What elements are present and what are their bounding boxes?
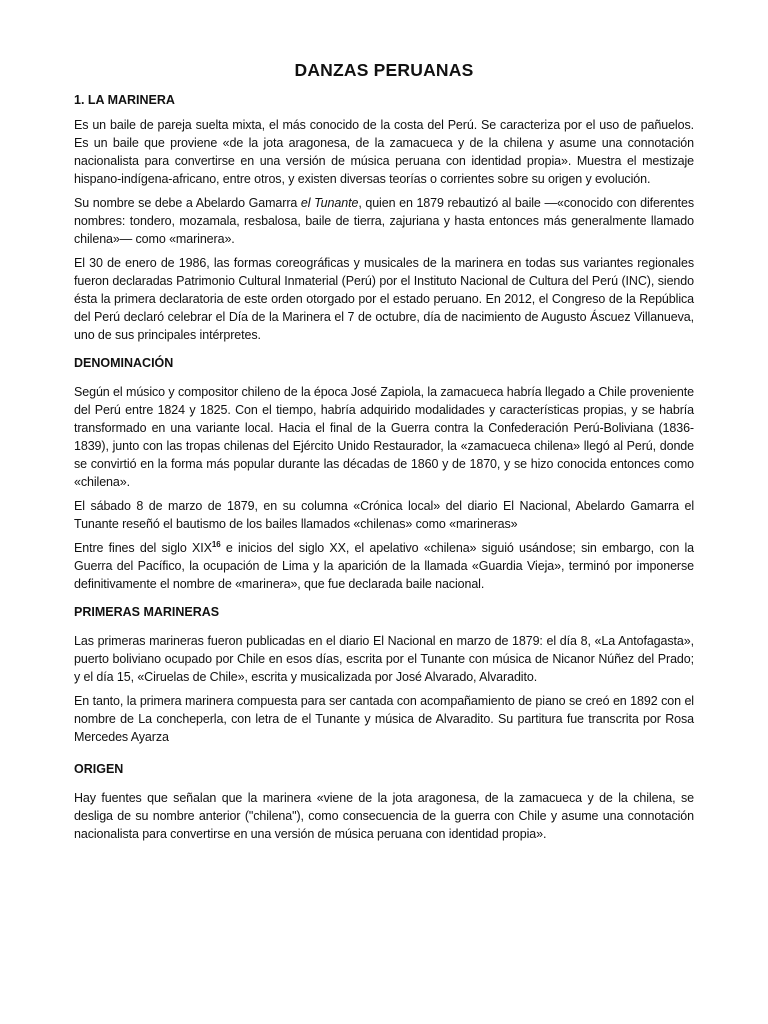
paragraph: El sábado 8 de marzo de 1879, en su columna «Crónica local» del diario El Nacional, Abelardo Gamarra el Tunante reseñó el bautismo de los bailes llamados «chilenas» como «marineras»	[74, 499, 694, 531]
paragraph	[74, 194, 694, 248]
footnote-marker: 16	[211, 539, 221, 549]
paragraph: En tanto, la primera marinera compuesta para ser cantada con acompañamiento de piano se creó en 1892 con el nombre de La concheperla, con letra de el Tunante y música de Alvaradito. Su partitura fue transcrita por Rosa Mercedes Ayarza	[74, 694, 694, 744]
paragraph: Hay fuentes que señalan que la marinera «viene de la jota aragonesa, de la zamacueca y de la chilena, se desliga de su nombre anterior ("chilena"), como consecuencia de la guerra con Chile y asume una connotación nacionalista para convertirse en una versión de música peruana con identidad propia».	[74, 791, 694, 841]
paragraph: Según el músico y compositor chileno de la época José Zapiola, la zamacueca habría llegado a Chile proveniente del Perú entre 1824 y 1825. Con el tiempo, habría adquirido modalidades y características propias, y se habría transformado en una variante local. Hacia el final de la Guerra contra la Confederación Perú-Boliviana (1836-1839), junto con las tropas chilenas del Ejército Unido Restaurador, la «zamacueca chilena» llegó al Perú, donde se convirtió en la forma más popular durante las décadas de 1860 y de 1870, y se hizo conocida entonces como «chilena».	[74, 385, 694, 489]
paragraph: Las primeras marineras fueron publicadas en el diario El Nacional en marzo de 1879: el día 8, «La Antofagasta», puerto boliviano ocupado por Chile en esos días, escrita por el Tunante con música de Nicanor Núñez del Prado; y el día 15, «Ciruelas de Chile», escrita y musicalizada por José Alvarado, Alvaradito.	[74, 634, 694, 684]
section-heading-denominacion: DENOMINACIÓN	[74, 356, 174, 370]
section-heading-marinera: 1. LA MARINERA	[74, 93, 175, 107]
paragraph: El 30 de enero de 1986, las formas coreográficas y musicales de la marinera en todas sus variantes regionales fueron declaradas Patrimonio Cultural Inmaterial (Perú) por el Instituto Nacional de Cultura del Perú (INC), siendo ésta la primera declaratoria de este orden otorgado por el estado peruano. En 2012, el Congreso de la República del Perú declaró celebrar el Día de la Marinera el 7 de octubre, día de nacimiento de Augusto Áscuez Villanueva, uno de sus principales intérpretes.	[74, 256, 694, 342]
text-span: e inicios del siglo XX, el apelativo «chilena» siguió usándose; sin embargo, con la Guerra del Pacífico, la ocupación de Lima y la aparición de la llamada «Guardia Vieja», terminó por imponerse definitivamente el nombre de «marinera», que fue declarada baile nacional.	[74, 541, 694, 591]
document-page	[74, 60, 694, 849]
section-heading-primeras: PRIMERAS MARINERAS	[74, 605, 220, 619]
text-span: Entre fines del siglo XIX	[74, 541, 212, 555]
paragraph: Es un baile de pareja suelta mixta, el más conocido de la costa del Perú. Se caracteriza por el uso de pañuelos. Es un baile que proviene «de la jota aragonesa, de la zamacueca y de la chilena y asume una connotación nacionalista para convertirse en una versión de música peruana con identidad propia». Muestra el mestizaje hispano-indígena-africano, entre otros, y existen diversas teorías o corrientes sobre su origen y evolución.	[74, 118, 694, 186]
document-title: DANZAS PERUANAS	[294, 60, 474, 80]
section-heading-origen: ORIGEN	[74, 762, 124, 776]
text-span: , quien en 1879 rebautizó al baile —«conocido con diferentes nombres: tondero, mozamala, resbalosa, baile de tierra, zajuriana y hasta entonces más generalmente llamado chilena»— como «marinera».	[74, 196, 694, 246]
text-span: Su nombre se debe a Abelardo Gamarra	[74, 196, 301, 210]
paragraph	[74, 539, 694, 593]
italic-text: el Tunante	[300, 196, 359, 210]
